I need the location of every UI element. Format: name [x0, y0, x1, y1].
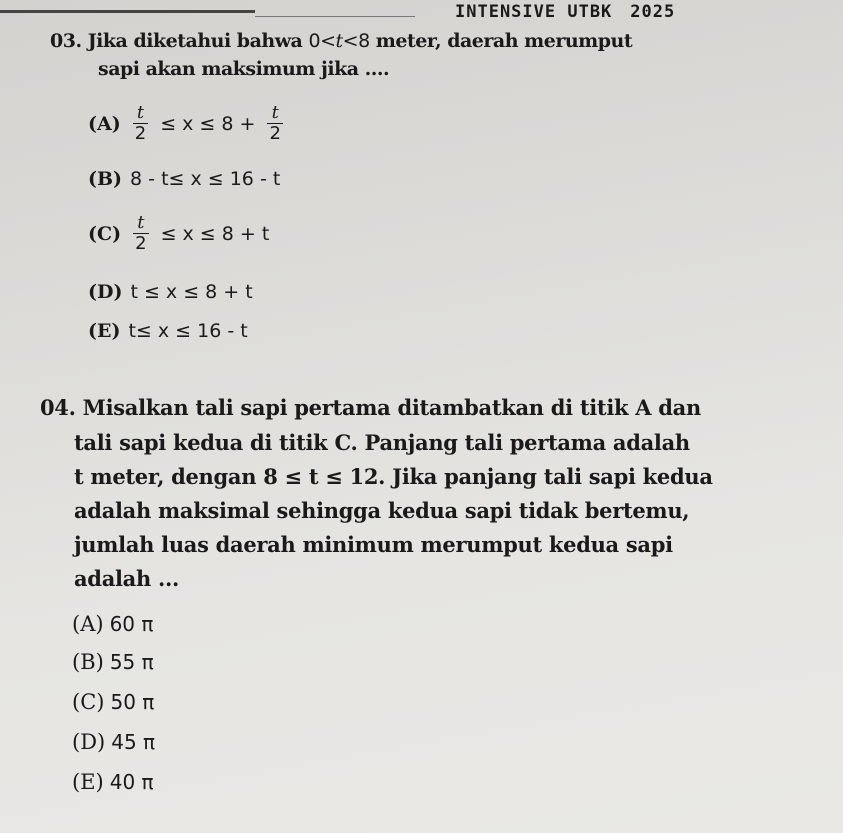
q4-option-c-label: (C) [72, 690, 105, 714]
q3-option-d-text: t ≤ x ≤ 8 + t [130, 281, 253, 303]
q3-option-a-mid: ≤ x ≤ 8 + [160, 112, 256, 135]
q4-text-line2: tali sapi kedua di titik C. Panjang tali pertama adalah [74, 430, 690, 455]
q4-option-d [72, 730, 155, 754]
q3-option-a [88, 103, 287, 144]
q4-option-c-value: 50 π [110, 690, 155, 714]
q3-option-c-mid: ≤ x ≤ 8 + t [160, 222, 270, 245]
q4-option-d-value: 45 π [111, 730, 156, 754]
q4-option-a-value: 60 π [109, 612, 154, 636]
q4-option-b-value: 55 π [109, 650, 154, 674]
q3-option-c [88, 213, 269, 254]
q3-option-a-label: (A) [88, 112, 121, 135]
q3-option-a-frac1: $\frac{t}{2}$ [134, 102, 147, 144]
q3-option-d [88, 281, 253, 303]
q3-option-d-label: (D) [88, 281, 123, 303]
q4-option-a-label: (A) [72, 612, 104, 636]
q3-number: 03. [50, 30, 82, 52]
q3-line1 [50, 30, 632, 52]
q4-text-line3: t meter, dengan 8 ≤ t ≤ 12. Jika panjang tali sapi kedua [74, 464, 713, 489]
q4-option-b [72, 650, 154, 674]
header-year: 2025 [630, 2, 676, 22]
q3-option-e-text: t≤ x ≤ 16 - t [128, 320, 248, 342]
q4-option-d-label: (D) [72, 730, 106, 754]
q4-text-line5: jumlah luas daerah minimum merumput kedua sapi [74, 532, 673, 557]
q4-text-line6: adalah ... [74, 566, 179, 591]
q3-text-post: meter, daerah merumput [375, 30, 633, 52]
q3-option-a-frac2: $\frac{t}{2}$ [269, 102, 281, 144]
top-rule [0, 10, 255, 13]
q3-option-b-label: (B) [88, 168, 123, 190]
q3-option-c-frac1: $\frac{t}{2}$ [135, 212, 147, 254]
q4-option-a [72, 612, 153, 636]
q3-line2: sapi akan maksimum jika .... [98, 58, 390, 80]
q3-option-e-label: (E) [88, 320, 121, 342]
q4-text-line4: adalah maksimal sehingga kedua sapi tidak bertemu, [74, 498, 690, 523]
q4-text-line1: Misalkan tali sapi pertama ditambatkan di titik A dan [82, 395, 701, 420]
q4-option-e-value: 40 π [109, 770, 154, 794]
top-rule-thin [255, 16, 415, 17]
q4-option-c [72, 690, 154, 714]
header-title: INTENSIVE UTBK [455, 2, 613, 22]
q3-condition: 0<t<8 [308, 30, 370, 52]
q4-option-b-label: (B) [72, 650, 104, 674]
q3-option-b-text: 8 - t≤ x ≤ 16 - t [130, 168, 281, 190]
q3-option-b [88, 168, 280, 190]
q3-option-c-label: (C) [88, 222, 122, 245]
q4-option-e [72, 770, 154, 794]
q4-number: 04. [40, 395, 76, 420]
page-header [455, 2, 675, 22]
q3-text-pre: Jika diketahui bahwa [87, 30, 303, 52]
q3-option-e [88, 320, 248, 342]
q4-line1 [40, 395, 701, 420]
q4-option-e-label: (E) [72, 770, 104, 794]
